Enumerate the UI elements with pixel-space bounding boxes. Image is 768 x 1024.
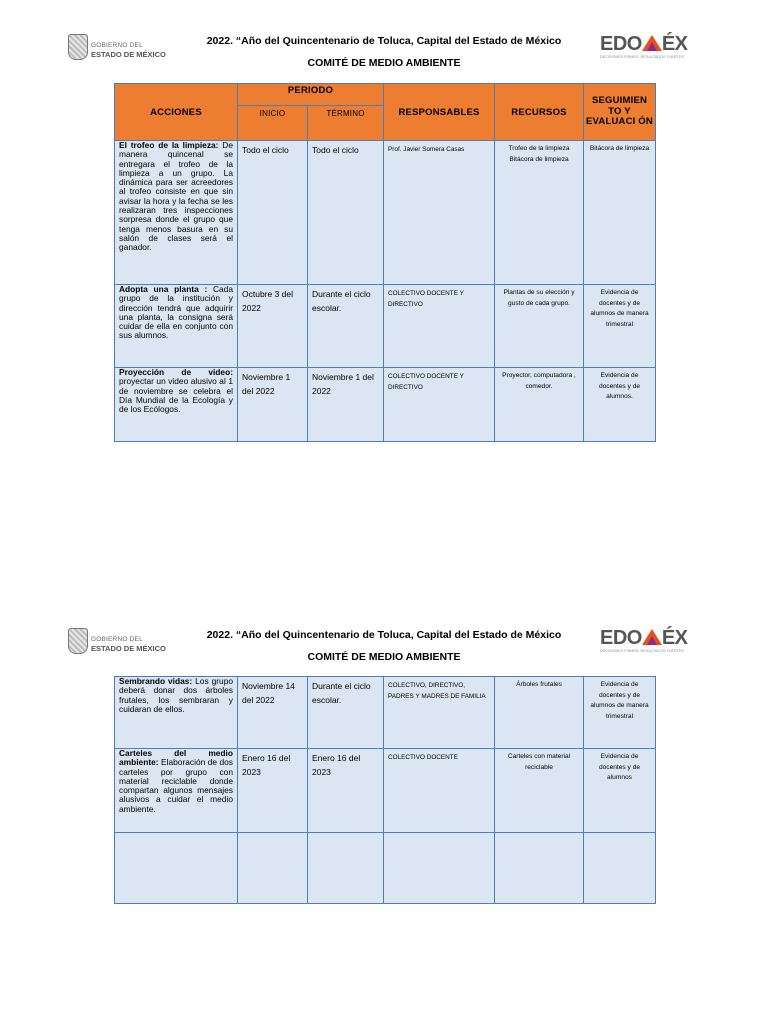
document-subtitle: COMITÉ DE MEDIO AMBIENTE: [307, 57, 461, 69]
responsables-cell: Prof. Javier Somera Casas: [384, 141, 495, 285]
accion-cell: Proyección de video: proyectar un video alusivo al 1 de noviembre se celebra el Día Mundial de la Ecología y de los Ecólogos.: [115, 368, 238, 442]
edomex-m-icon: [642, 629, 662, 645]
accion-cell: Sembrando vidas: Los grupo deberá donar dos árboles frutales, los sembraran y cuidaran de ellos.: [115, 677, 238, 749]
table-row: [115, 368, 656, 442]
header-termino: TÉRMINO: [308, 106, 384, 141]
table-row: [115, 141, 656, 285]
recursos-cell: Trofeo de la limpieza Bitácora de limpieza: [495, 141, 584, 285]
empty-cell: [495, 833, 584, 904]
accion-cell: El trofeo de la limpieza: De manera quincenal se entregara el trofeo de la limpieza a un grupo. La dinámica para ser acreedores al trofeo consiste en que sin avisar la hora y la fecha se les realizaran tres inspecciones sorpresa donde el grupo que tenga menos basura en su salón de clases será el ganador.: [115, 141, 238, 285]
recursos-cell: Plantas de su elección y gusto de cada grupo.: [495, 285, 584, 368]
termino-cell: Enero 16 del 2023: [308, 749, 384, 833]
inicio-cell: Noviembre 14 del 2022: [238, 677, 308, 749]
header-seguimiento: SEGUIMIEN TO Y EVALUACI ÓN: [584, 84, 656, 141]
header-inicio: INICIO: [238, 106, 308, 141]
seguimiento-cell: Evidencia de docentes y de alumnos.: [584, 368, 656, 442]
table-row-empty: [115, 833, 656, 904]
empty-cell: [384, 833, 495, 904]
page-1: [0, 0, 768, 415]
termino-cell: Durante el ciclo escolar.: [308, 285, 384, 368]
recursos-cell: Árboles frutales: [495, 677, 584, 749]
inicio-cell: Todo el ciclo: [238, 141, 308, 285]
seguimiento-cell: Bitácora de limpieza: [584, 141, 656, 285]
inicio-cell: Enero 16 del 2023: [238, 749, 308, 833]
empty-cell: [115, 833, 238, 904]
header-acciones: ACCIONES: [115, 84, 238, 141]
seguimiento-cell: Evidencia de docentes y de alumnos de manera trimestral: [584, 677, 656, 749]
seguimiento-cell: Evidencia de docentes y de alumnos: [584, 749, 656, 833]
actions-table-continued: [114, 676, 656, 904]
actions-table: [114, 83, 656, 442]
recursos-cell: Carteles con material reciclable: [495, 749, 584, 833]
header-recursos: RECURSOS: [495, 84, 584, 141]
responsables-cell: COLECTIVO DOCENTE: [384, 749, 495, 833]
responsables-cell: COLECTIVO DOCENTE Y DIRECTIVO: [384, 368, 495, 442]
gobierno-estado-mexico-logo: GOBIERNO DEL ESTADO DE MÉXICO: [68, 628, 168, 658]
termino-cell: Noviembre 1 del 2022: [308, 368, 384, 442]
table-row: [115, 749, 656, 833]
edomex-m-icon: [642, 35, 662, 51]
empty-cell: [238, 833, 308, 904]
termino-cell: Durante el ciclo escolar.: [308, 677, 384, 749]
recursos-cell: Proyector, computadora , comedor.: [495, 368, 584, 442]
table-row: [115, 285, 656, 368]
table-row: [115, 677, 656, 749]
document-title: 2022. “Año del Quincentenario de Toluca, Capital del Estado de México: [206, 629, 562, 641]
page-header: [0, 0, 768, 80]
page-2: [0, 594, 768, 674]
gobierno-estado-mexico-logo: GOBIERNO DEL ESTADO DE MÉXICO: [68, 34, 168, 64]
page-header: [0, 594, 768, 674]
header-responsables: RESPONSABLES: [384, 84, 495, 141]
edomex-logo: EDO ÉX DECISIONES FIRMES, RESULTADOS FUERTES: [600, 33, 688, 59]
empty-cell: [308, 833, 384, 904]
document-subtitle: COMITÉ DE MEDIO AMBIENTE: [307, 651, 461, 663]
inicio-cell: Noviembre 1 del 2022: [238, 368, 308, 442]
header-periodo: PERIODO: [238, 84, 384, 106]
inicio-cell: Octubre 3 del 2022: [238, 285, 308, 368]
accion-cell: Carteles del medio ambiente: Elaboración de dos carteles por grupo con material reciclable donde compartan algunos mensajes alusivos a cuidar el medio ambiente.: [115, 749, 238, 833]
document-title: 2022. “Año del Quincentenario de Toluca, Capital del Estado de México: [206, 35, 562, 47]
edomex-logo: EDO ÉX DECISIONES FIRMES, RESULTADOS FUERTES: [600, 627, 688, 653]
seguimiento-cell: Evidencia de docentes y de alumnos de manera trimestral: [584, 285, 656, 368]
responsables-cell: COLECTIVO, DIRECTIVO, PADRES Y MADRES DE FAMILIA: [384, 677, 495, 749]
empty-cell: [584, 833, 656, 904]
responsables-cell: COLECTIVO DOCENTE Y DIRECTIVO: [384, 285, 495, 368]
termino-cell: Todo el ciclo: [308, 141, 384, 285]
accion-cell: Adopta una planta : Cada grupo de la institución y dirección tendrá que adquirir una planta, la consigna será cuidar de ella en conjunto con sus alumnos.: [115, 285, 238, 368]
